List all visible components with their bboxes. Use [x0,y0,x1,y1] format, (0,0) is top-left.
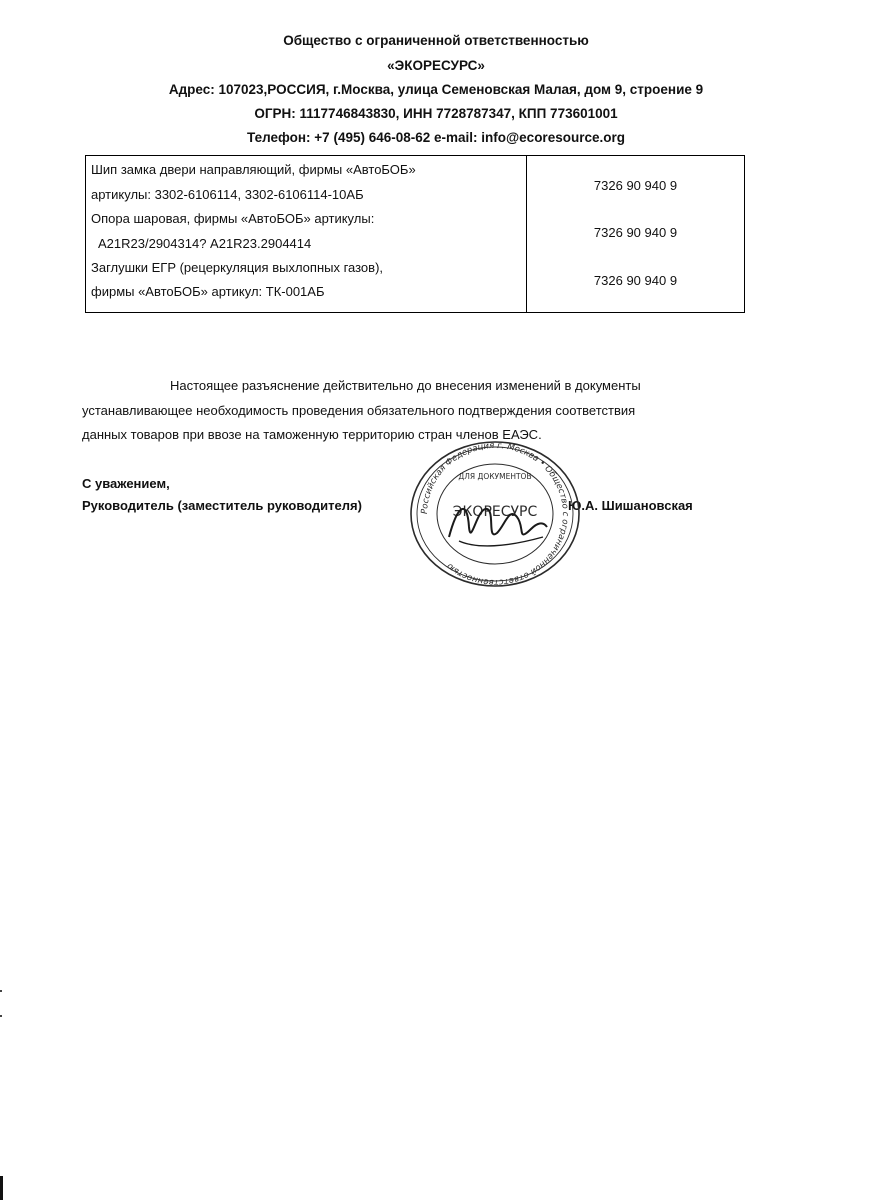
item-3-code: 7326 90 940 9 [593,273,678,288]
scan-mark [0,1176,3,1200]
company-address: Адрес: 107023,РОССИЯ, г.Москва, улица Семеновская Малая, дом 9, строение 9 [168,82,704,97]
body-paragraph-line-3: данных товаров при ввозе на таможенную территорию стран членов ЕАЭС. [82,427,542,442]
company-form: Общество с ограниченной ответственностью [283,33,589,48]
goods-code-cell [527,156,745,313]
signature-underline [459,537,543,546]
stamp-ring-text: Российская Федерация г. Москва • Общество с ограниченной ответственностью [419,440,571,588]
scan-mark [0,990,2,992]
body-paragraph-line-1: Настоящее разъяснение действительно до внесения изменений в документы [170,378,641,393]
scan-mark [0,1015,2,1017]
item-2-desc-line-2: А21R23/2904314? А21R23.2904414 [98,236,312,251]
company-name: «ЭКОРЕСУРС» [387,58,485,73]
item-2-desc-line-1: Опора шаровая, фирмы «АвтоБОБ» артикулы: [91,211,375,226]
stamp-center-name: ЭКОРЕСУРС [452,504,538,520]
body-paragraph-line-2: устанавливающее необходимость проведения обязательного подтверждения соответствия [82,403,636,418]
item-1-desc-line-2: артикулы: 3302-6106114, 3302-6106114-10АБ [91,187,364,202]
company-contacts: Телефон: +7 (495) 646-08-62 e-mail: info@ecoresource.org [247,130,625,145]
goods-description-cell [86,156,527,313]
company-registration: ОГРН: 1117746843830, ИНН 7728787347, КПП 773601001 [254,106,618,121]
company-stamp [397,437,593,591]
signatory-name: Ю.А. Шишановская [568,498,693,513]
goods-table [85,155,745,313]
closing-phrase: С уважением, [82,476,170,491]
item-3-desc-line-2: фирмы «АвтоБОБ» артикул: ТК-001АБ [91,284,325,299]
signatory-position: Руководитель (заместитель руководителя) [82,498,362,513]
stamp-center-top: ДЛЯ ДОКУМЕНТОВ [458,472,532,481]
table-row [86,156,745,313]
item-1-code: 7326 90 940 9 [593,178,678,193]
item-3-desc-line-1: Заглушки ЕГР (рецеркуляция выхлопных газов), [91,260,384,275]
item-2-code: 7326 90 940 9 [593,225,678,240]
item-1-desc-line-1: Шип замка двери направляющий, фирмы «АвтоБОБ» [91,162,416,177]
